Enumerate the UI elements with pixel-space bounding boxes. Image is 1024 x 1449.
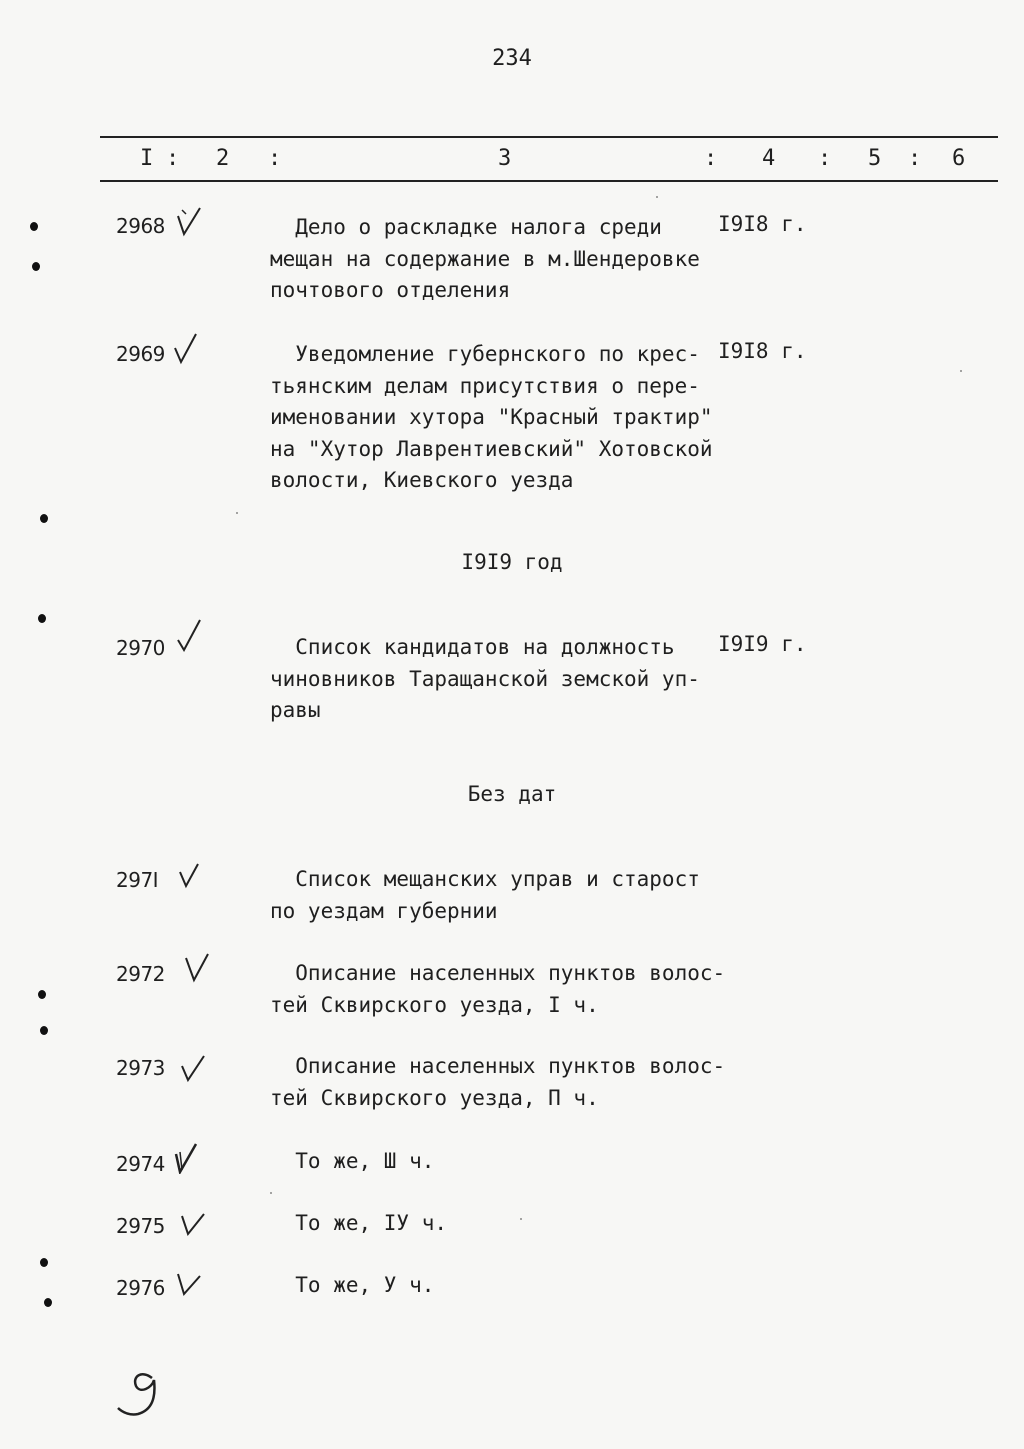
entry-number: 2975: [116, 1214, 165, 1238]
column-header-5: 5: [868, 146, 882, 171]
entry-description: Список мещанских управ и старост по уездам губернии: [270, 867, 700, 923]
entry-year: I9I9 г.: [718, 632, 807, 656]
punch-hole: [40, 1258, 48, 1267]
entry-number: 2972: [116, 962, 165, 986]
column-separator: :: [704, 146, 718, 171]
section-heading-undated: Без дат: [467, 782, 557, 806]
entry-description: Описание населенных пунктов волос- тей Сквирского уезда, I ч.: [270, 961, 726, 1017]
checkmark-icon: [174, 618, 204, 652]
column-separator: :: [166, 146, 180, 171]
punch-hole: [40, 514, 48, 523]
punch-hole: [38, 614, 46, 623]
speck: [236, 512, 238, 514]
checkmark-icon: [182, 950, 212, 984]
speck: [960, 370, 962, 372]
checkmark-icon: [172, 1140, 202, 1174]
entry-number: 2973: [116, 1056, 165, 1080]
entry-description: Дело о раскладке налога среди мещан на содержание в м.Шендеровке почтового отделения: [270, 215, 700, 302]
header-bottom-rule: [100, 180, 998, 182]
handwritten-mark: [112, 1368, 172, 1418]
entry-description: Описание населенных пунктов волос- тей Сквирского уезда, П ч.: [270, 1054, 726, 1110]
entry-number: 2969: [116, 342, 165, 366]
entry-description: То же, Ш ч.: [270, 1149, 435, 1173]
header-top-rule: [100, 136, 998, 138]
entry-number: 2968: [116, 214, 165, 238]
checkmark-icon: [174, 1268, 204, 1302]
punch-hole: [44, 1298, 52, 1307]
entry-description: То же, У ч.: [270, 1273, 435, 1297]
checkmark-icon: [178, 1050, 208, 1084]
column-header-4: 4: [762, 146, 776, 171]
section-heading-1919: I9I9 год: [461, 550, 563, 574]
speck: [656, 196, 658, 198]
column-header-6: 6: [952, 146, 966, 171]
punch-hole: [40, 1026, 48, 1035]
checkmark-icon: [174, 206, 204, 240]
column-separator: :: [908, 146, 922, 171]
page-number: 234: [492, 46, 532, 71]
entry-description: То же, IУ ч.: [270, 1211, 448, 1235]
entry-description: Список кандидатов на должность чиновников Таращанской земской уп- равы: [270, 635, 700, 722]
speck: [270, 1192, 272, 1194]
column-separator: :: [268, 146, 282, 171]
punch-hole: [32, 262, 40, 271]
column-header-1: I: [140, 146, 154, 171]
entry-number: 2974: [116, 1152, 165, 1176]
entry-year: I9I8 г.: [718, 212, 807, 236]
column-header-3: 3: [498, 146, 512, 171]
punch-hole: [38, 990, 46, 999]
entry-number: 297I: [116, 868, 159, 892]
punch-hole: [30, 222, 38, 231]
checkmark-icon: [176, 860, 206, 894]
entry-description: Уведомление губернского по крес- тьянским делам присутствия о пере- именовании хутора "Красный трактир" на "Хутор Лаврентиевский" Хотовской волости, Киевского уезда: [270, 342, 713, 492]
column-header-2: 2: [216, 146, 230, 171]
checkmark-icon: [178, 1206, 208, 1240]
entry-number: 2976: [116, 1276, 165, 1300]
entry-number: 2970: [116, 636, 165, 660]
column-separator: :: [818, 146, 832, 171]
checkmark-icon: [172, 332, 202, 366]
speck: [520, 1218, 522, 1220]
entry-year: I9I8 г.: [718, 339, 807, 363]
